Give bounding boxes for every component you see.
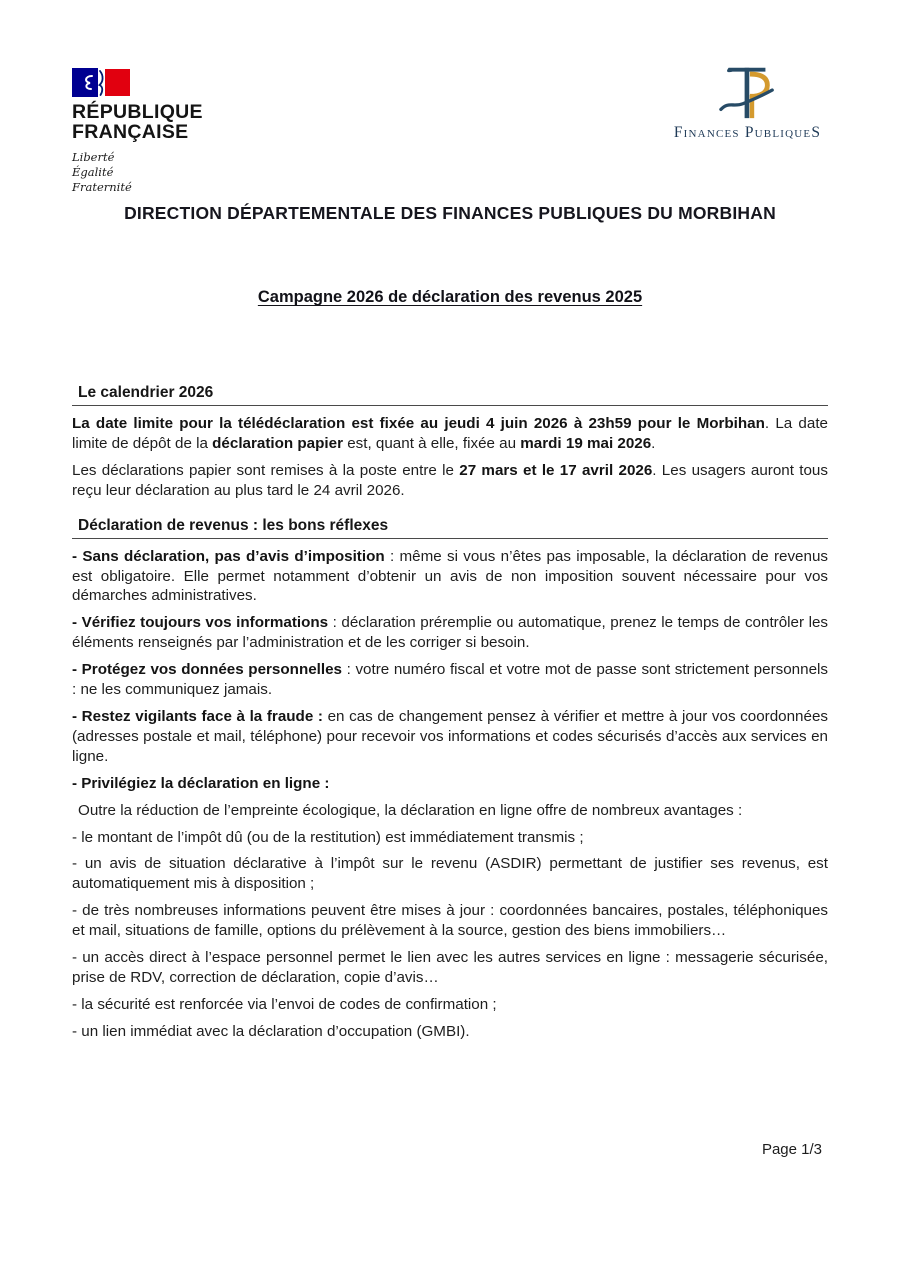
text-run-bold: mardi 19 mai 2026 (520, 434, 652, 452)
section-divider (72, 405, 828, 406)
text-run-bold: déclaration papier (212, 434, 343, 452)
finances-publiques-logo (655, 62, 840, 142)
paragraph (72, 995, 828, 1015)
section-divider (72, 538, 828, 539)
text-run-bold: La date limite pour la télédéclaration est fixée au jeudi 4 juin 2026 à 23h59 pour le Morbihan (72, 415, 765, 432)
text-run: Les déclarations papier sont remises à la poste entre le (72, 461, 460, 479)
paragraph (72, 948, 828, 988)
paragraph (72, 901, 828, 941)
paragraph (72, 414, 828, 454)
text-run: - de très nombreuses informations peuvent être mises à jour : coordonnées bancaires, postales, téléphoniques et mail, situations de famille, options du prélèvement à la source, gestion des biens immobiliers… (72, 902, 828, 940)
paragraph (72, 774, 828, 794)
paragraph (72, 1022, 828, 1042)
section-heading: Le calendrier 2026 (78, 384, 214, 401)
text-run: : déclaration préremplie ou automatique, prenez le temps de contrôler les éléments renseignés par l’administration et de les corriger si besoin. (72, 614, 829, 652)
motto-fraternite: Fraternité (72, 180, 132, 195)
fp-monogram-icon (717, 62, 779, 122)
paragraph (72, 660, 828, 700)
page-footer (762, 1141, 822, 1158)
paragraph (72, 461, 828, 501)
paragraph (72, 828, 828, 848)
text-run: . Les usagers auront tous reçu leur déclaration au plus tard le 24 avril 2026. (72, 461, 828, 499)
text-run-bold: - Restez vigilants face à la fraude : (72, 707, 323, 725)
text-run: est, quant à elle, fixée au (342, 434, 521, 452)
paragraph (72, 707, 828, 767)
text-run: en cas de changement pensez à vérifier et mettre à jour vos coordonnées (adresses postale et mail, téléphone) pour recevoir vos informations et codes sécurisés d’accès aux services en ligne. (72, 707, 828, 765)
paragraph (72, 854, 828, 894)
republique-francaise-name (72, 102, 203, 142)
motto-egalite: Égalité (72, 165, 114, 180)
text-run-bold: - Vérifiez toujours vos informations (72, 614, 329, 632)
masthead (0, 0, 900, 203)
republique-francaise-logo (72, 68, 203, 195)
text-run: . (651, 434, 656, 452)
text-run-bold: - Privilégiez la déclaration en ligne : (72, 774, 330, 792)
text-run: : même si vous n’êtes pas imposable, la déclaration de revenus est obligatoire. Elle permet notamment d’obtenir un avis de non imposition souvent nécessaire pour vos démarches administratives. (72, 547, 828, 605)
paragraph (72, 547, 828, 607)
rf-name-line2: FRANÇAISE (72, 121, 189, 144)
page-title: DIRECTION DÉPARTEMENTALE DES FINANCES PUBLIQUES DU MORBIHAN (124, 203, 776, 223)
motto-liberte: Liberté (72, 150, 115, 165)
paragraph (72, 801, 828, 821)
text-run: - un accès direct à l’espace personnel permet le lien avec les autres services en ligne : messagerie sécurisée, prise de RDV, correction de déclaration, copie d’avis… (72, 949, 828, 986)
text-run: - le montant de l’impôt dû (ou de la restitution) est immédiatement transmis ; (72, 828, 584, 846)
document-subtitle: Campagne 2026 de déclaration des revenus 2025 (257, 288, 643, 306)
fp-wordmark: Finances PubliqueS (673, 124, 822, 141)
text-run: - un lien immédiat avec la déclaration d’occupation (GMBI). (72, 1022, 470, 1040)
text-run: . La date limite de dépôt de la (72, 415, 828, 452)
text-run-bold: - Protégez vos données personnelles (72, 661, 342, 679)
text-run-bold: - Sans déclaration, pas d’avis d’imposition (72, 547, 385, 565)
document-body (72, 384, 828, 1042)
text-run-bold: 27 mars et le 17 avril 2026 (459, 461, 653, 479)
paragraph (72, 613, 828, 653)
section-heading: Déclaration de revenus : les bons réflexes (78, 516, 389, 534)
text-run: Outre la réduction de l’empreinte écologique, la déclaration en ligne offre de nombreux avantages : (78, 801, 743, 819)
text-run: : votre numéro fiscal et votre mot de passe sont strictement personnels : ne les communiquez jamais. (72, 661, 828, 699)
rf-name-line1: RÉPUBLIQUE (72, 101, 203, 123)
rf-motto (72, 150, 203, 195)
text-run: - la sécurité est renforcée via l’envoi de codes de confirmation ; (72, 995, 497, 1013)
page-number: Page 1/3 (761, 1141, 822, 1158)
french-flag-icon (72, 68, 130, 97)
text-run: - un avis de situation déclarative à l’impôt sur le revenu (ASDIR) permettant de justifier ses revenus, est automatiquement mis à disposition ; (72, 855, 828, 893)
